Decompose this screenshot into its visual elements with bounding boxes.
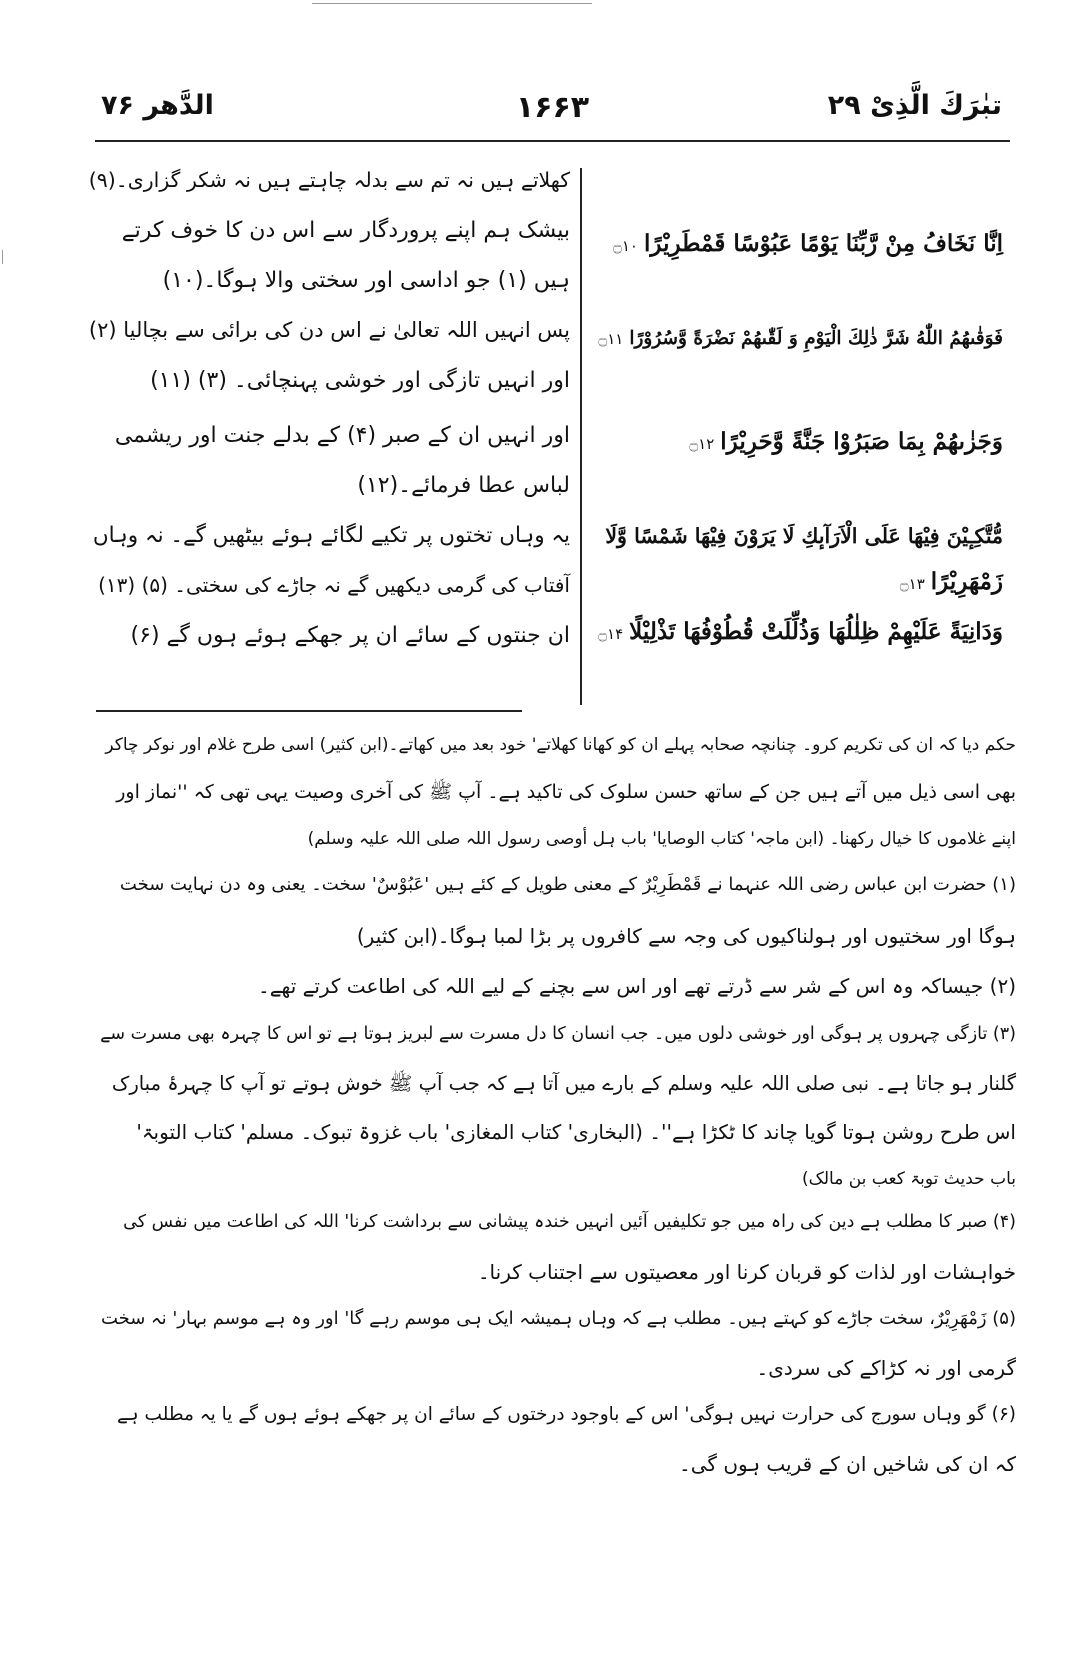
footnote-line: (۶) گو وہاں سورج کی حرارت نہیں ہوگی' اس کے باوجود درختوں کے سائے ان پر جھکے ہوئے ہوں گے یا یہ مطلب ہے — [116, 1404, 1016, 1425]
footnote-line: حکم دیا کہ ان کی تکریم کرو۔ چنانچہ صحابہ پہلے ان کو کھانا کھلاتے' خود بعد میں کھاتے۔(ابن کثیر) اسی طرح غلام اور نوکر چاکر — [105, 735, 1016, 755]
verse-11 — [598, 328, 1003, 349]
footnote-line: کہ ان کی شاخیں ان کے قریب ہوں گی۔ — [679, 1452, 1016, 1476]
translation-line: ہیں (۱) جو اداسی اور سختی والا ہوگا۔(۱۰) — [162, 268, 570, 293]
translation-line: آفتاب کی گرمی دیکھیں گے نہ جاڑے کی سختی۔ (۵) (۱۳) — [98, 573, 570, 597]
verse-13-line-1 — [605, 524, 1003, 548]
page-number: ۱۶۶۳ — [515, 90, 590, 125]
footnote-line: (۱) حضرت ابن عباس رضی اللہ عنہما نے قَمْطَرِیْرٌ کے معنی طویل کے کئے ہیں 'عَبُوْسٌ' سخت۔ یعنی وہ دن نہایت سخت — [119, 874, 1016, 895]
juz-name: تبٰرَكَ الَّذِیْ ۲۹ — [827, 90, 1002, 121]
urdu-translation-column — [88, 168, 570, 705]
translation-line: کھلاتے ہیں نہ تم سے بدلہ چاہتے ہیں نہ شکر گزاری۔(۹) — [88, 168, 570, 192]
verse-text: مُّتَّكِـٕیْنَ فِیْهَا عَلَى الْاَرَآىٕكِ لَا یَرَوْنَ فِیْهَا شَمْسًا وَّلَا — [605, 524, 1003, 548]
translation-line: ان جنتوں کے سائے ان پر جھکے ہوئے ہوں گے (۶) — [130, 623, 570, 648]
footnotes — [100, 734, 1016, 1624]
footnote-line: (۵) زَمْهَرِیْرٌ، سخت جاڑے کو کہتے ہیں۔ مطلب ہے کہ وہاں ہمیشہ ایک ہی موسم رہے گا' اور وہ ہے موسم بہار' نہ سخت — [100, 1308, 1016, 1329]
translation-line: پس انہیں اللہ تعالیٰ نے اس دن کی برائی سے بچالیا (۲) — [88, 318, 570, 342]
footnote-line: (۳) تازگی چہروں پر ہوگی اور خوشی دلوں میں۔ جب انسان کا دل مسرت سے لبریز ہوتا ہے تو اس کا چہرہ بھی مسرت سے — [100, 1024, 1016, 1044]
translation-line: اور انہیں تازگی اور خوشی پہنچائی۔ (۳) (۱۱) — [150, 368, 570, 393]
footnote-line: گرمی اور نہ کڑاکے کی سردی۔ — [756, 1356, 1016, 1380]
footnote-line: بھی اسی ذیل میں آتے ہیں جن کے ساتھ حسن سلوک کی تاکید ہے۔ آپ ﷺ کی آخری وصیت یہی تھی کہ ''نماز اور — [116, 781, 1016, 803]
verse-end-marker: ۝۱۴ — [598, 625, 624, 643]
verse-10 — [613, 230, 1003, 257]
verse-text: اِنَّا نَخَافُ مِنْ رَّبِّنَا یَوْمًا عَبُوْسًا قَمْطَرِیْرًا — [644, 230, 1003, 257]
verse-end-marker: ۝۱۱ — [598, 330, 624, 348]
margin-mark — [2, 250, 3, 264]
footnote-line: گلنار ہو جاتا ہے۔ نبی صلی اللہ علیہ وسلم کے بارے میں آتا ہے کہ جب آپ ﷺ خوش ہوتے تو آپ کا چہرۂ مبارک — [111, 1072, 1016, 1095]
footnote-separator — [96, 710, 522, 712]
verse-end-marker: ۝۱۳ — [899, 575, 925, 593]
verse-14 — [598, 618, 1003, 645]
verse-12 — [689, 428, 1003, 455]
footnote-line: ہوگا اور سختیوں اور ہولناکیوں کی وجہ سے کافروں پر بڑا لمبا ہوگا۔(ابن کثیر) — [356, 924, 1016, 948]
verse-text: وَدَانِیَةً عَلَیْهِمْ ظِلٰلُهَا وَذُلِّلَتْ قُطُوْفُهَا تَذْلِیْلًا — [629, 618, 1003, 645]
translation-line: اور انہیں ان کے صبر (۴) کے بدلے جنت اور ریشمی — [114, 423, 570, 448]
verse-text: وَجَزٰىهُمْ بِمَا صَبَرُوْا جَنَّةً وَّحَرِیْرًا — [720, 428, 1003, 455]
verse-13-line-2 — [900, 568, 1003, 595]
footnote-line: اپنے غلاموں کا خیال رکھنا۔ (ابن ماجہ' کتاب الوصایا' باب ہل أوصی رسول اللہ صلی اللہ علیہ وسلم) — [307, 829, 1016, 849]
top-edge-rule — [312, 3, 592, 4]
surah-name: الدَّھر ۷۶ — [101, 90, 214, 121]
translation-line: لباس عطا فرمائے۔(۱۲) — [357, 473, 570, 498]
verse-end-marker: ۝۱۲ — [689, 435, 715, 453]
page-header — [95, 82, 1010, 142]
footnote-line: خواہشات اور لذات کو قربان کرنا اور معصیتوں سے اجتناب کرنا۔ — [477, 1260, 1016, 1284]
verse-text: فَوَقٰىهُمُ اللّٰهُ شَرَّ ذٰلِكَ الْیَوْمِ وَ لَقّٰىهُمْ نَضْرَةً وَّسُرُوْرًا — [629, 328, 1003, 349]
arabic-verses-column — [598, 168, 1009, 705]
translation-line: یہ وہاں تختوں پر تکیے لگائے ہوئے بیٹھیں گے۔ نہ وہاں — [92, 523, 570, 548]
translation-line: بیشک ہم اپنے پروردگار سے اس دن کا خوف کرتے — [121, 218, 570, 243]
footnote-line: (۲) جیساکہ وہ اس کے شر سے ڈرتے تھے اور اس سے بچنے کے لیے اللہ کی اطاعت کرتے تھے۔ — [258, 974, 1016, 998]
footnote-line: اس طرح روشن ہوتا گویا چاند کا ٹکڑا ہے''۔ (البخاری' کتاب المغازی' باب غزوۃ تبوک۔ مسلم' کتاب التوبۃ' — [136, 1120, 1016, 1144]
verse-text: زَمْهَرِیْرًا — [930, 568, 1003, 595]
verse-end-marker: ۝۱۰ — [613, 237, 638, 255]
column-divider — [580, 168, 582, 705]
footnote-line: (۴) صبر کا مطلب ہے دین کی راہ میں جو تکلیفیں آئیں انہیں خندہ پیشانی سے برداشت کرنا' اللہ کی اطاعت میں نفس کی — [123, 1212, 1016, 1232]
footnote-line: باب حدیث توبۃ کعب بن مالک) — [802, 1169, 1016, 1189]
